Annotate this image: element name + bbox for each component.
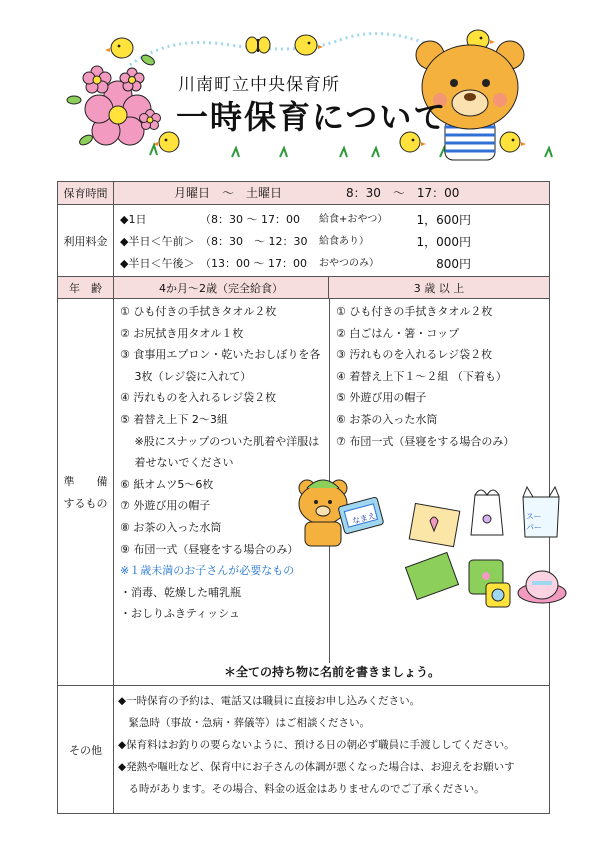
items-col2 <box>336 301 550 452</box>
list-item: ① ひも付きの手拭きタオル２枚 <box>336 305 493 318</box>
fee-row: ◆半日＜午後＞ （13：00 ～ 17：00 おやつのみ） 800円 <box>120 256 471 271</box>
leaf-icon <box>67 96 81 104</box>
list-item: 3枚（レジ袋に入れて） <box>120 369 252 383</box>
other-notes <box>114 686 550 814</box>
dotted-garland <box>130 34 430 65</box>
hours-days: 月曜日 ～ 土曜日 <box>174 186 283 200</box>
cup-icon <box>486 583 510 607</box>
list-item: ⑥ お茶の入った水筒 <box>336 412 438 426</box>
other-label: その他 <box>58 686 114 814</box>
fee-row: ◆半日＜午前＞ （8：30 ～ 12：30 給食あり） 1，000円 <box>120 234 471 249</box>
hat-icon <box>518 571 566 603</box>
page-title: 一時保育について <box>176 98 448 136</box>
name-note: ＊全ての持ち物に名前を書きましょう。 <box>223 665 440 679</box>
list-item: ⑦ 布団一式（昼寝をする場合のみ） <box>336 434 515 448</box>
note-line: 緊急時（事故・急病・葬儀等）はご相談ください。 <box>118 717 370 729</box>
towel-icon <box>406 553 459 600</box>
items-illustration <box>404 479 569 619</box>
list-item: ③ 食事用エプロン・乾いたおしぼりを各 <box>120 348 321 362</box>
infant-note: ※１歳未満のお子さんが必要なもの <box>120 564 295 578</box>
list-item: 着せないでください <box>120 456 234 470</box>
list-item: ・消毒、乾燥した哺乳瓶 <box>120 585 241 599</box>
butterfly-icon <box>246 37 270 53</box>
fees-label: 利用料金 <box>58 205 114 277</box>
list-item: ④ 汚れものを入れるレジ袋２枚 <box>120 391 277 405</box>
list-item: ⑤ 外遊び用の帽子 <box>336 391 427 405</box>
header-subtitle: 川南町立中央保育所 <box>178 75 340 95</box>
info-table <box>57 181 550 814</box>
list-item: ※股にスナップのついた肌着や洋服は <box>120 434 320 448</box>
items-col1 <box>120 301 328 625</box>
list-item: ① ひも付きの手拭きタオル２枚 <box>120 305 277 318</box>
items-label: 準 備 するもの <box>58 299 114 686</box>
list-item: ⑤ 着替え上下 2～3組 <box>120 412 228 426</box>
fee-row: ◆1日 （8：30 ～ 17：00 給食+おやつ） 1，600円 <box>120 212 471 227</box>
bag-label: スーパー <box>526 512 542 532</box>
note-line: ◆一時保育の予約は、電話又は職員に直接お申し込みください。 <box>118 695 421 707</box>
chick-icon <box>105 38 133 58</box>
note-line: ◆発熱や嘔吐など、保育中にお子さんの体調が悪くなった場合は、お迎えをお願いす <box>118 761 515 773</box>
list-item: ② 白ごはん・箸・コップ <box>336 326 460 340</box>
hours-label: 保育時間 <box>58 182 114 205</box>
items-cell <box>114 299 550 686</box>
list-item: ⑦ 外遊び用の帽子 <box>120 499 211 513</box>
age-label: 年 齢 <box>58 277 114 299</box>
bag-icon <box>409 503 460 546</box>
hours-time: 8：30 ～ 17：00 <box>346 186 460 200</box>
leaf-icon <box>140 53 156 67</box>
chick-icon <box>295 35 323 55</box>
chick-icon <box>500 132 526 152</box>
flower-icon <box>120 68 144 91</box>
bag-icon <box>471 490 503 535</box>
age-col1: 4か月～2歳（完全給食） <box>114 277 329 299</box>
list-item: ③ 汚れものを入れるレジ袋２枚 <box>336 348 493 362</box>
list-item: ④ 着替え上下１～２組 （下着も） <box>336 369 507 383</box>
list-item: ・おしりふきティッシュ <box>120 607 240 621</box>
fees-list <box>114 205 550 277</box>
list-item: ② お尻拭き用タオル１枚 <box>120 326 244 340</box>
bear-card-text: なまえ <box>351 511 377 526</box>
list-item: ⑥ 紙オムツ5～6枚 <box>120 477 214 491</box>
note-line: る時があります。その場合、料金の返金はありませんのでご了承ください。 <box>118 783 485 795</box>
leaf-icon <box>78 133 94 147</box>
hours-value <box>114 182 550 205</box>
note-line: ◆保育料はお釣りの要らないように、預ける日の朝必ず職員に手渡ししてください。 <box>118 739 515 751</box>
flower-icon <box>83 66 111 93</box>
list-item: ⑧ お茶の入った水筒 <box>120 520 222 534</box>
age-col2: 3 歳 以 上 <box>329 277 550 299</box>
list-item: ⑨ 布団一式（昼寝をする場合のみ） <box>120 542 299 556</box>
